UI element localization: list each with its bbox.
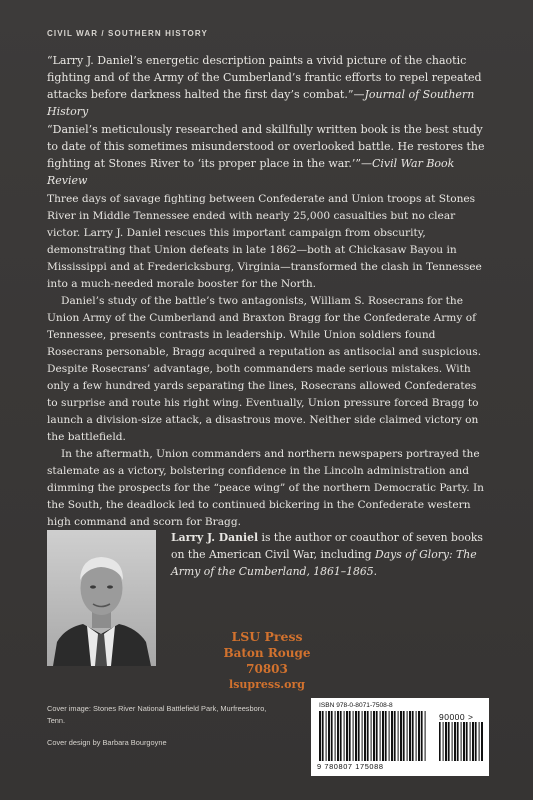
barcode-bar — [373, 711, 375, 761]
barcode-bar — [371, 711, 372, 761]
review-quote-1-source: Journal of Southern History — [47, 88, 475, 118]
cover-design-credit: Cover design by Barbara Bourgoyne — [47, 738, 167, 747]
barcode-bar — [421, 711, 423, 761]
author-bio — [171, 529, 489, 580]
publisher-block — [205, 628, 329, 693]
price-code: 90000 > — [439, 712, 474, 722]
barcode-bar — [391, 711, 393, 761]
author-bio-text: is the author or coauthor of seven books on the American Civil War, including — [171, 531, 483, 561]
review-quote-1-text: “Larry J. Daniel’s energetic description paints a vivid picture of the chaotic fighting and of the Army of the Cumberland’s frantic efforts to repel repeated attacks before darkness halted the first day’s combat.”— — [47, 54, 482, 101]
barcode-bar — [380, 711, 381, 761]
barcode-bar — [326, 711, 327, 761]
review-quote-2-source: Civil War Book Review — [47, 157, 455, 187]
cover-image-credit: Cover image: Stones River National Battlefield Park, Murfreesboro, Tenn. — [47, 704, 267, 725]
review-quote-1 — [47, 52, 487, 120]
author-book-title: Days of Glory: The Army of the Cumberland, 1861–1865 — [171, 548, 477, 578]
barcode-bar — [472, 722, 474, 761]
barcode-bar — [346, 711, 348, 761]
barcode-bar — [394, 711, 396, 761]
barcode-bar — [452, 722, 453, 761]
publisher-website: lsupress.org — [229, 678, 305, 691]
publisher-city: Baton Rouge 70803 — [223, 646, 311, 676]
barcode-bar — [461, 722, 462, 761]
barcode-bar — [425, 711, 426, 761]
barcode-digits: 9 780807 175088 — [317, 762, 384, 771]
review-quote-2-text: “Daniel’s meticulously researched and skillfully written book is the best study to date of this sometimes misunderstood or overlooked battle. He restores the fighting at Stones River to ‘its proper place in the war.’”— — [47, 123, 485, 170]
review-quote-2 — [47, 121, 487, 189]
barcode-bar — [349, 711, 351, 761]
description-paragraph-3: In the aftermath, Union commanders and northern newspapers portrayed the stalemate as a victory, bolstering confidence in the Lincoln administration and dimming the prospects for the “peace wing” of the northern Democratic Party. In the South, the deadlock led to continued bickering in the Confederate western high command and scorn for Bragg. — [47, 448, 484, 528]
category-label: CIVIL WAR / SOUTHERN HISTORY — [47, 29, 208, 38]
barcode-bar — [382, 711, 384, 761]
author-photo — [47, 530, 156, 666]
barcode-bar — [403, 711, 405, 761]
barcode-bar — [355, 711, 357, 761]
barcode-bar — [398, 711, 399, 761]
barcode-bar — [418, 711, 420, 761]
isbn-label: ISBN 978-0-8071-7508-8 — [319, 702, 393, 709]
barcode-bar — [331, 711, 333, 761]
author-name: Larry J. Daniel — [171, 531, 259, 544]
book-description — [47, 191, 489, 531]
barcode-bar — [443, 722, 444, 761]
barcode-bar — [322, 711, 324, 761]
description-paragraph-1: Three days of savage fighting between Confederate and Union troops at Stones River in Middle Tennessee ended with nearly 25,000 casualties but no clear victor. Larry J. Daniel rescues this important campaign from obscurity, demonstrating that Union defeats in late 1862—both at Chickasaw Bayou in Mississippi and at Fredericksburg, Virginia—transformed the clash in Tennessee into a much-needed morale booster for the North. — [47, 193, 482, 290]
publisher-name: LSU Press — [231, 629, 303, 644]
barcode-bar — [445, 722, 447, 761]
barcode-bar — [367, 711, 369, 761]
barcode-bar — [328, 711, 330, 761]
barcode-bar — [409, 711, 411, 761]
barcode-bar — [412, 711, 414, 761]
barcode-bar — [466, 722, 468, 761]
author-portrait-image — [47, 530, 156, 666]
barcode-bar — [389, 711, 390, 761]
isbn-barcode-box — [311, 698, 489, 776]
barcode-bar — [319, 711, 321, 761]
barcode-bar — [385, 711, 387, 761]
barcode-bar — [454, 722, 456, 761]
barcode-bar — [475, 722, 477, 761]
barcode-bar — [335, 711, 336, 761]
barcode-bar — [340, 711, 342, 761]
barcode-bar — [358, 711, 360, 761]
barcode-addon-bars — [439, 722, 483, 761]
barcode-bar — [344, 711, 345, 761]
barcode-bar — [481, 722, 483, 761]
barcode-bar — [448, 722, 450, 761]
barcode-bar — [364, 711, 366, 761]
description-paragraph-2: Daniel’s study of the battle’s two antagonists, William S. Rosecrans for the Union Army of the Cumberland and Braxton Bragg for the Confederate Army of Tennessee, presents contrasts in leadership. While Union soldiers found Rosecrans personable, Bragg acquired a reputation as antisocial and suspicious. Despite Rosecrans’ advantage, both commanders made serious mistakes. With only a few hundred yards separating the lines, Rosecrans allowed Confederates to surprise and route his right wing. Eventually, Union pressure forced Bragg to launch a division-size attack, a disastrous move. Neither side claimed victory on the battlefield. — [47, 295, 482, 443]
barcode-bar — [479, 722, 480, 761]
barcode-main-bars — [319, 711, 427, 761]
barcode-bar — [457, 722, 459, 761]
barcode-bar — [400, 711, 402, 761]
barcode-bar — [463, 722, 465, 761]
barcode-bar — [337, 711, 339, 761]
cover-credits — [47, 703, 277, 749]
barcode-bar — [407, 711, 408, 761]
barcode-bar — [470, 722, 471, 761]
barcode-bar — [416, 711, 417, 761]
author-bio-end: . — [373, 565, 378, 578]
barcode-bar — [376, 711, 378, 761]
barcode-bar — [362, 711, 363, 761]
barcode-bar — [439, 722, 441, 761]
barcode-bar — [353, 711, 354, 761]
